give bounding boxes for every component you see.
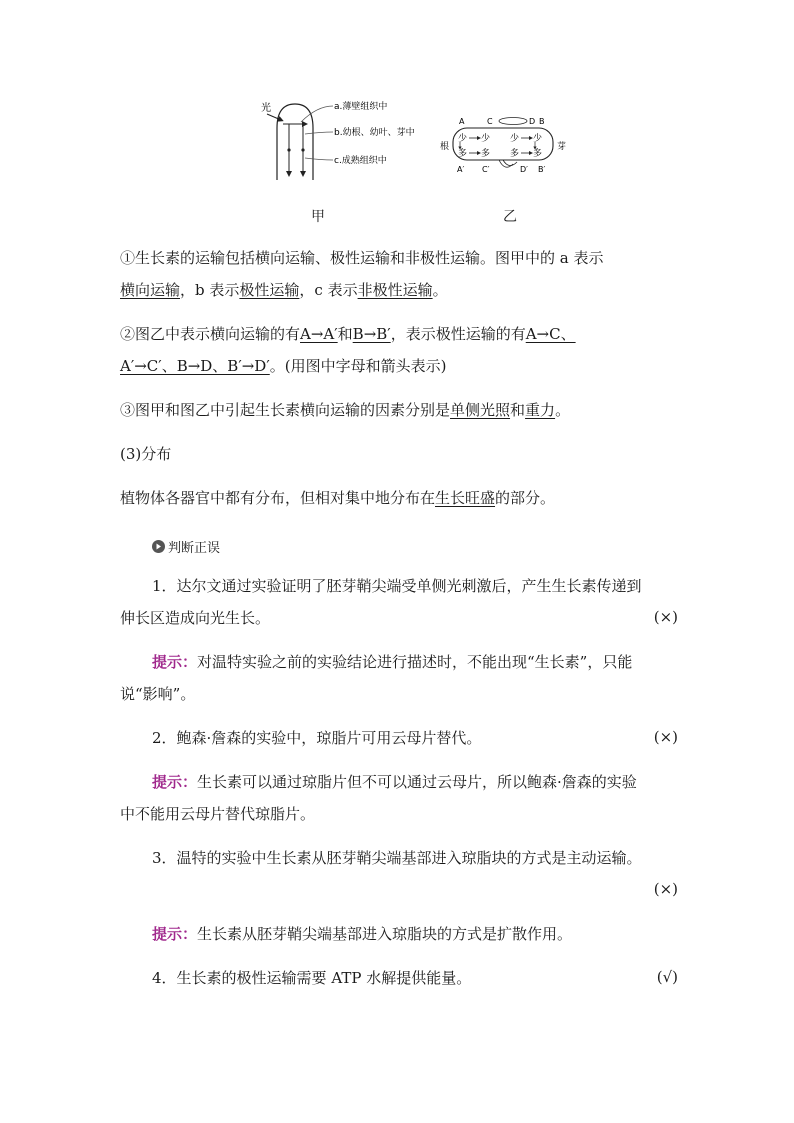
label-B-prime: B′ — [538, 165, 546, 174]
svg-text:少: 少 — [481, 134, 491, 144]
hint2-line1: 提示：生长素可以通过琼脂片但不可以通过云母片，所以鲍森·詹森的实验 — [152, 773, 637, 791]
item2-mark: (×) — [653, 728, 678, 746]
hint1-line1: 提示：对温特实验之前的实验结论进行描述时，不能出现“生长素”，只能 — [152, 653, 633, 671]
svg-text:多: 多 — [458, 149, 468, 159]
label-c: c.成熟组织中 — [334, 156, 387, 166]
item3-mark: (×) — [653, 880, 678, 898]
para2-line1: ②图乙中表示横向运输的有A→A′和B→B′，表示极性运输的有A→C、 — [120, 325, 576, 343]
svg-text:少: 少 — [458, 134, 468, 144]
hint2-line2: 中不能用云母片替代琼脂片。 — [120, 805, 316, 823]
label-A: A — [459, 117, 465, 126]
item1-mark: (×) — [653, 608, 678, 626]
hint3: 提示：生长素从胚芽鞘尖端基部进入琼脂块的方式是扩散作用。 — [152, 925, 573, 943]
para1-line2: 横向运输，b 表示极性运输，c 表示非极性运输。 — [120, 281, 448, 299]
para1-line1: ①生长素的运输包括横向运输、极性运输和非极性运输。图甲中的 a 表示 — [120, 249, 604, 267]
label-b: b.幼根、幼叶、芽中 — [334, 128, 415, 138]
light-label: 光 — [261, 103, 271, 114]
coleoptile-outline — [277, 104, 313, 180]
figure-yi — [437, 114, 577, 176]
label-a: a.薄壁组织中 — [334, 102, 388, 112]
item1-line1: 1．达尔文通过实验证明了胚芽鞘尖端受单侧光刺激后，产生生长素传递到 — [152, 577, 642, 595]
judge-heading — [152, 537, 220, 556]
label-D: D — [529, 117, 536, 126]
svg-text:少: 少 — [510, 134, 520, 144]
para4: 植物体各器官中都有分布，但相对集中地分布在生长旺盛的部分。 — [120, 489, 556, 507]
section-heading: (3)分布 — [120, 445, 172, 463]
label-A-prime: A′ — [457, 165, 465, 174]
label-D-prime: D′ — [520, 165, 528, 174]
para3: ③图甲和图乙中引起生长素横向运输的因素分别是单侧光照和重力。 — [120, 401, 571, 419]
svg-text:少: 少 — [533, 134, 543, 144]
label-C: C — [487, 117, 493, 126]
play-icon — [152, 540, 165, 553]
label-C-prime: C′ — [482, 165, 490, 174]
caption-yi: 乙 — [503, 209, 517, 225]
para2-line2: A′→C′、B→D、B′→D′。(用图中字母和箭头表示) — [120, 357, 447, 375]
item1-line2: 伸长区造成向光生长。 — [120, 609, 271, 627]
item2: 2．鲍森·詹森的实验中，琼脂片可用云母片替代。 — [152, 729, 482, 747]
item4: 4．生长素的极性运输需要 ATP 水解提供能量。 — [152, 969, 472, 987]
hint1-line2: 说“影响”。 — [120, 685, 196, 703]
item3: 3．温特的实验中生长素从胚芽鞘尖端基部进入琼脂块的方式是主动运输。 — [152, 849, 642, 867]
figure-jia — [255, 98, 430, 184]
svg-text:多: 多 — [510, 149, 520, 159]
judge-label: 判断正误 — [168, 541, 221, 556]
item4-mark: (√) — [656, 968, 678, 986]
label-bud: 芽 — [557, 142, 567, 152]
caption-jia: 甲 — [311, 209, 325, 225]
label-B: B — [539, 117, 545, 126]
svg-text:多: 多 — [481, 149, 491, 159]
svg-text:多: 多 — [533, 149, 543, 159]
label-root: 根 — [440, 142, 450, 152]
